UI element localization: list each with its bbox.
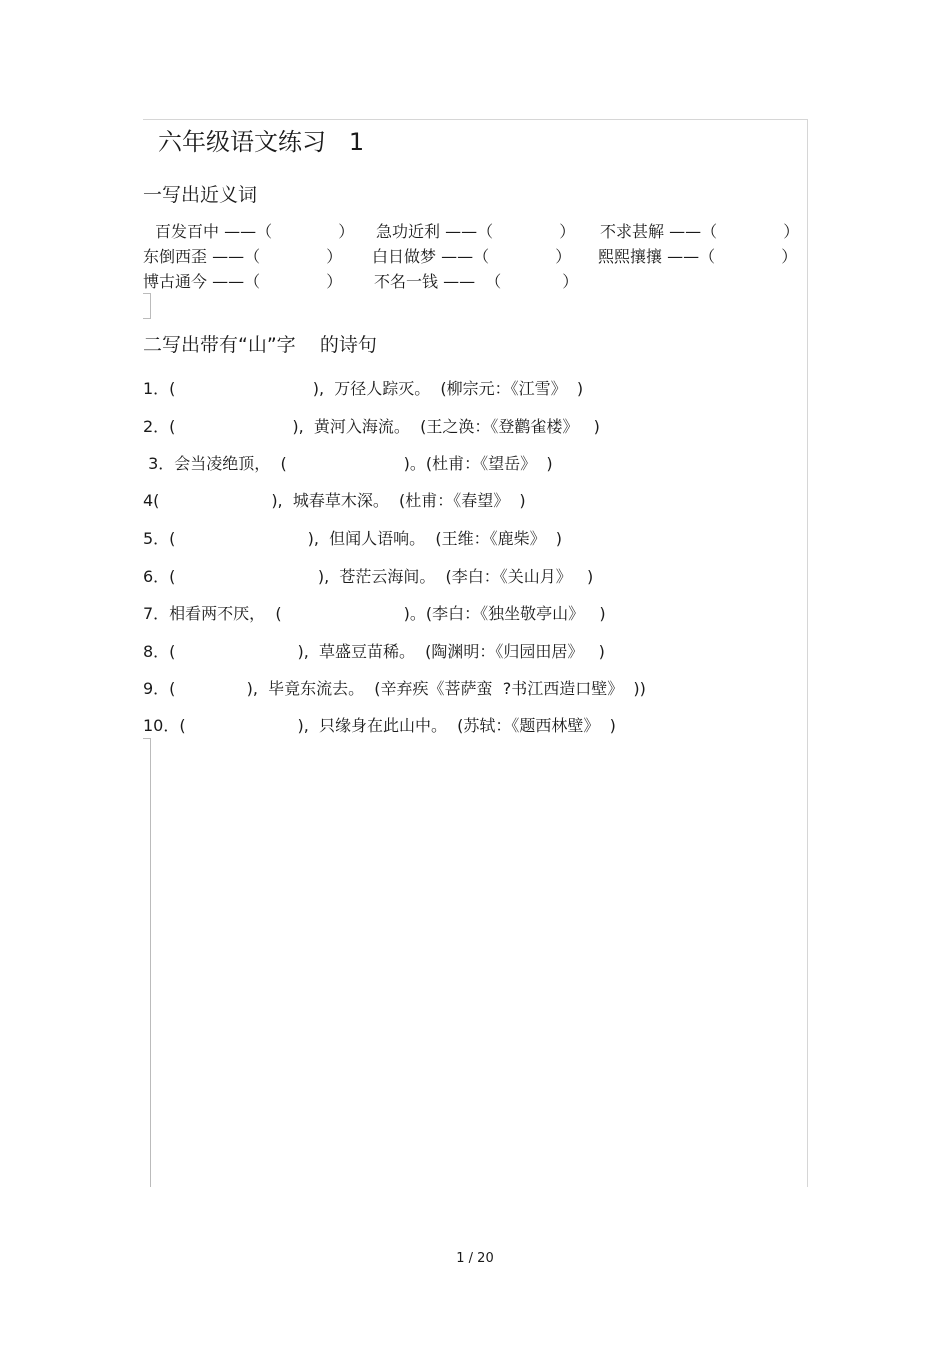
synonym-item: 熙熙攘攘 ——（ ） [598, 247, 798, 266]
poem-line: 8．( ), 草盛豆苗稀。 (陶渊明：《归园田居》 ) [143, 642, 605, 661]
poem-line: 10．( ), 只缘身在此山中。 (苏轼：《题西林壁》 ) [143, 716, 616, 735]
poem-line: 6．( ), 苍茫云海间。 (李白：《关山月》 ) [143, 567, 594, 586]
synonym-item: 急功近利 ——（ ） [376, 222, 576, 241]
poem-line: 3．会当凌绝顶， ( )。(杜甫：《望岳》 ) [143, 454, 553, 473]
synonym-item: 不名一钱 —— （ ） [374, 272, 579, 291]
poem-line: 4( ), 城春草木深。 (杜甫：《春望》 ) [143, 491, 526, 510]
poem-line: 1．( ), 万径人踪灭。 (柳宗元：《江雪》 ) [143, 379, 584, 398]
margin-rule [143, 738, 151, 1187]
page-indicator: 1 / 20 [456, 1251, 494, 1266]
section1-heading: 一写出近义词 [143, 184, 258, 206]
synonym-item: 百发百中 ——（ ） [155, 222, 355, 241]
margin-rule [143, 293, 151, 319]
section2-heading: 二写出带有“山”字 的诗句 [143, 334, 377, 356]
poem-line: 9．( ), 毕竟东流去。 (辛弃疾《菩萨蛮 ?书江西造口壁》 )) [143, 679, 646, 698]
page-title: 六年级语文练习 1 [158, 128, 365, 156]
synonym-item: 不求甚解 ——（ ） [600, 222, 800, 241]
synonym-item: 东倒西歪 ——（ ） [143, 247, 343, 266]
poem-line: 5．( ), 但闻人语响。 (王维：《鹿柴》 ) [143, 529, 562, 548]
poem-line: 2．( ), 黄河入海流。 (王之涣：《登鹳雀楼》 ) [143, 417, 600, 436]
synonym-item: 白日做梦 ——（ ） [372, 247, 572, 266]
poem-line: 7．相看两不厌， ( )。(李白：《独坐敬亭山》 ) [143, 604, 606, 623]
synonym-item: 博古通今 ——（ ） [143, 272, 343, 291]
